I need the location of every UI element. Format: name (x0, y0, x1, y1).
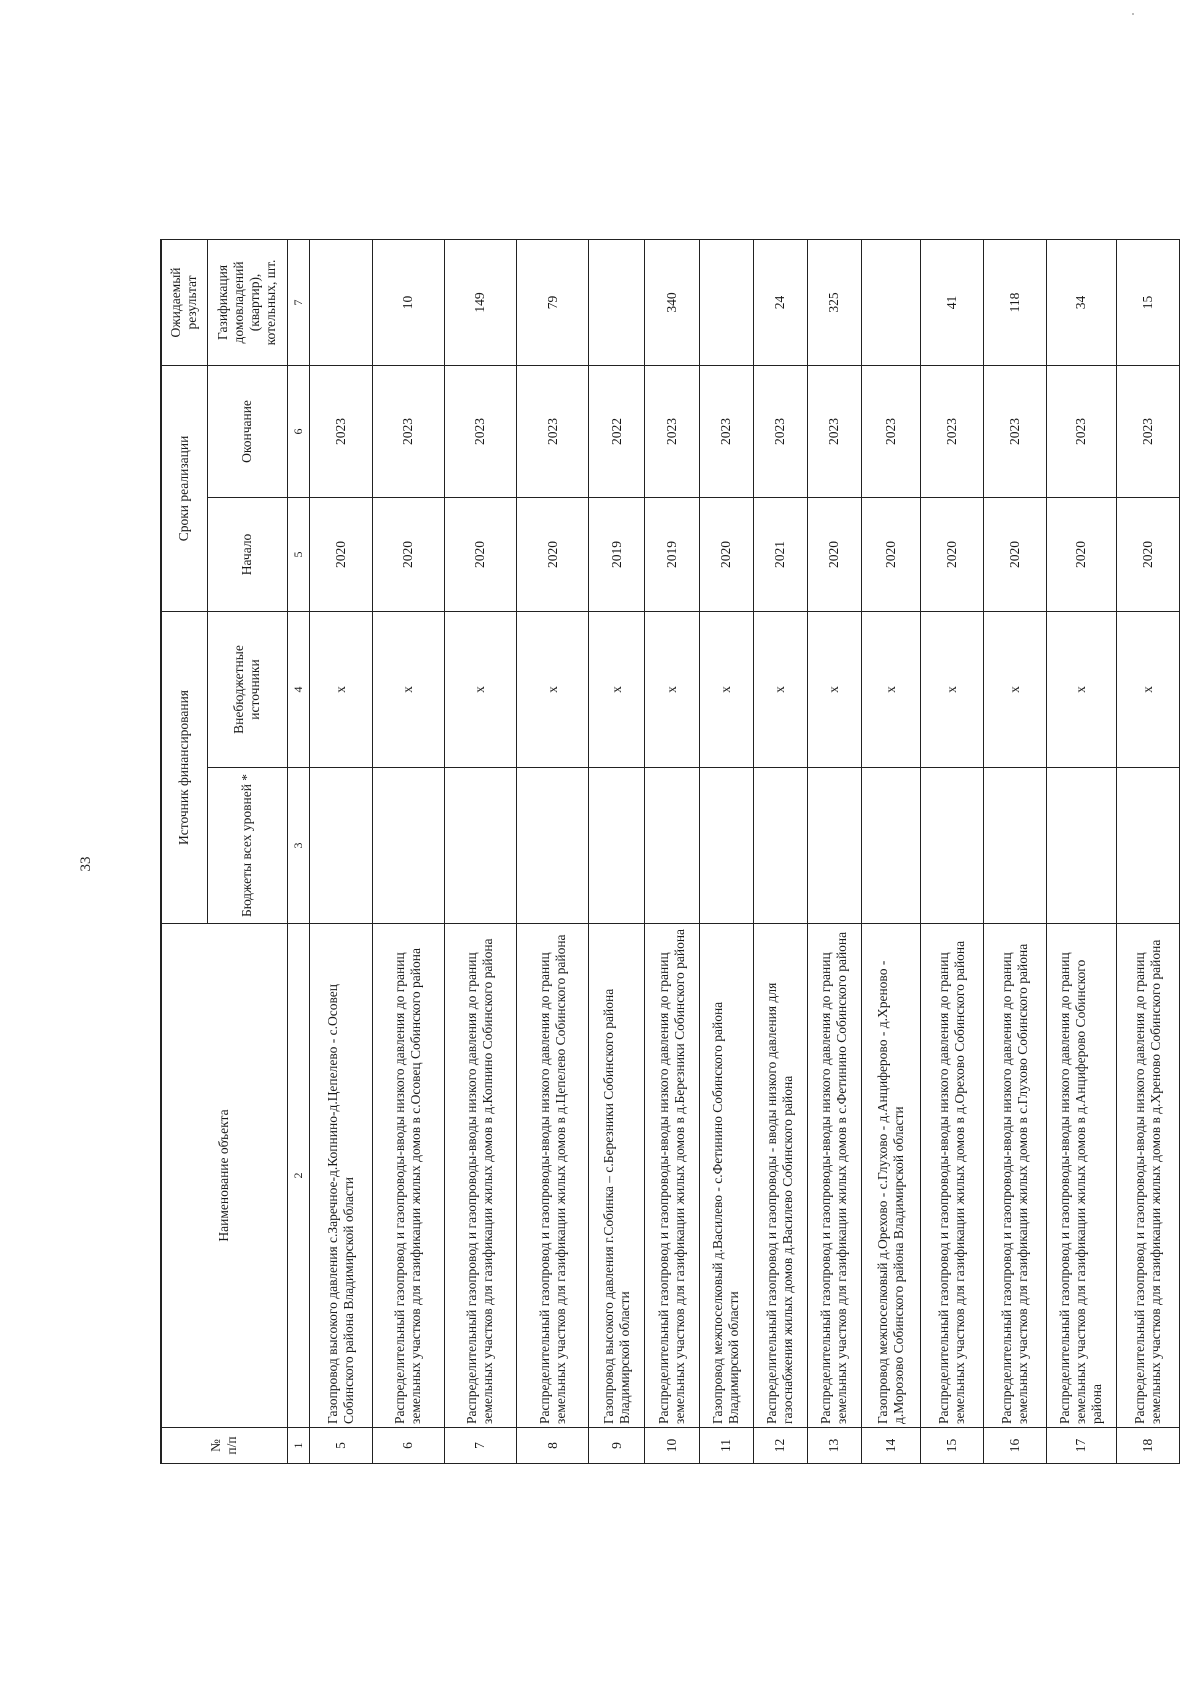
row-num: 10 (645, 1428, 699, 1464)
table-row (645, 239, 699, 1463)
budgets-cell (699, 768, 753, 924)
object-name: Распределительный газопровод и газопроводы-вводы низкого давления до границ земельных участков для газификации жилых домов в с.Фетинино Собинского района (807, 924, 861, 1428)
object-name: Распределительный газопровод и газопроводы-вводы низкого давления до границ земельных участков для газификации жилых домов в д.Анциферово Собинского района (1046, 924, 1116, 1428)
table-row (753, 239, 807, 1463)
row-num: 13 (807, 1428, 861, 1464)
row-num: 16 (983, 1428, 1046, 1464)
header-num: № п/п (161, 1428, 287, 1464)
result-count (589, 239, 645, 365)
row-num: 15 (920, 1428, 983, 1464)
extrabudget-cell: х (645, 611, 699, 767)
column-index: 7 (287, 239, 309, 365)
column-index: 4 (287, 611, 309, 767)
row-num: 9 (589, 1428, 645, 1464)
header-budgets: Бюджеты всех уровней * (207, 768, 287, 924)
budgets-cell (645, 768, 699, 924)
column-index: 3 (287, 768, 309, 924)
end-year: 2023 (1116, 365, 1179, 497)
end-year: 2023 (699, 365, 753, 497)
extrabudget-cell: х (1116, 611, 1179, 767)
budgets-cell (753, 768, 807, 924)
budgets-cell (1046, 768, 1116, 924)
object-name: Распределительный газопровод и газопроводы-вводы низкого давления до границ земельных участков для газификации жилых домов в с.Глухово Собинского района (983, 924, 1046, 1428)
extrabudget-cell: х (753, 611, 807, 767)
table-row (699, 239, 753, 1463)
header-result-group: Ожидаемый результат (161, 239, 207, 365)
start-year: 2020 (920, 497, 983, 611)
column-index: 1 (287, 1428, 309, 1464)
result-count (699, 239, 753, 365)
object-name: Распределительный газопровод и газопроводы-вводы низкого давления до границ земельных участков для газификации жилых домов в д.Орехово Собинского района (920, 924, 983, 1428)
column-index-row (287, 239, 309, 1463)
start-year: 2020 (861, 497, 920, 611)
row-num: 11 (699, 1428, 753, 1464)
budgets-cell (589, 768, 645, 924)
column-index: 5 (287, 497, 309, 611)
header-start: Начало (207, 497, 287, 611)
object-name: Газопровод межпоселковый д.Орехово - с.Глухово - д.Анциферово - д.Хреново - д.Морозово Собинского района Владимирской области (861, 924, 920, 1428)
page-number: 33 (78, 856, 94, 872)
row-num: 5 (309, 1428, 372, 1464)
header-financing: Источник финансирования (161, 611, 207, 923)
extrabudget-cell: х (309, 611, 372, 767)
table-row (861, 239, 920, 1463)
result-count (309, 239, 372, 365)
row-num: 12 (753, 1428, 807, 1464)
table-row (589, 239, 645, 1463)
budgets-cell (1116, 768, 1179, 924)
end-year: 2023 (753, 365, 807, 497)
result-count: 118 (983, 239, 1046, 365)
table-row (309, 239, 372, 1463)
start-year: 2020 (983, 497, 1046, 611)
result-count (861, 239, 920, 365)
extrabudget-cell: х (372, 611, 444, 767)
end-year: 2023 (1046, 365, 1116, 497)
row-num: 18 (1116, 1428, 1179, 1464)
result-count: 340 (645, 239, 699, 365)
result-count: 15 (1116, 239, 1179, 365)
extrabudget-cell: х (807, 611, 861, 767)
object-name: Распределительный газопровод и газопроводы - вводы низкого давления для газоснабжения жилых домов д.Василево Собинского района (753, 924, 807, 1428)
start-year: 2020 (1046, 497, 1116, 611)
start-year: 2020 (807, 497, 861, 611)
extrabudget-cell: х (983, 611, 1046, 767)
end-year: 2023 (309, 365, 372, 497)
budgets-cell (983, 768, 1046, 924)
start-year: 2021 (753, 497, 807, 611)
budgets-cell (309, 768, 372, 924)
extrabudget-cell: х (1046, 611, 1116, 767)
object-name: Распределительный газопровод и газопроводы-вводы низкого давления до границ земельных участков для газификации жилых домов в д.Березники Собинского района (645, 924, 699, 1428)
budgets-cell (861, 768, 920, 924)
end-year: 2022 (589, 365, 645, 497)
extrabudget-cell: х (920, 611, 983, 767)
row-num: 7 (444, 1428, 516, 1464)
row-num: 14 (861, 1428, 920, 1464)
header-name: Наименование объекта (161, 924, 287, 1428)
end-year: 2023 (444, 365, 516, 497)
end-year: 2023 (372, 365, 444, 497)
start-year: 2019 (645, 497, 699, 611)
start-year: 2020 (372, 497, 444, 611)
extrabudget-cell: х (699, 611, 753, 767)
extrabudget-cell: х (861, 611, 920, 767)
start-year: 2020 (309, 497, 372, 611)
header-result: Газификация домовладений (квартир), котельных, шт. (207, 239, 287, 365)
budgets-cell (444, 768, 516, 924)
rotated-table-container (160, 240, 1180, 1464)
end-year: 2023 (807, 365, 861, 497)
column-index: 2 (287, 924, 309, 1428)
result-count: 34 (1046, 239, 1116, 365)
end-year: 2023 (645, 365, 699, 497)
extrabudget-cell: х (589, 611, 645, 767)
result-count: 79 (516, 239, 588, 365)
end-year: 2023 (983, 365, 1046, 497)
start-year: 2020 (1116, 497, 1179, 611)
object-name: Распределительный газопровод и газопроводы-вводы низкого давления до границ земельных участков для газификации жилых домов в с.Осовец Собинского района (372, 924, 444, 1428)
table-row (983, 239, 1046, 1463)
row-num: 8 (516, 1428, 588, 1464)
result-count: 41 (920, 239, 983, 365)
table-row (1116, 239, 1179, 1463)
table-row (444, 239, 516, 1463)
extrabudget-cell: х (444, 611, 516, 767)
header-terms: Сроки реализации (161, 365, 207, 611)
result-count: 325 (807, 239, 861, 365)
object-name: Газопровод высокого давления г.Собинка – с.Березники Собинского района Владимирской области (589, 924, 645, 1428)
result-count: 149 (444, 239, 516, 365)
extrabudget-cell: х (516, 611, 588, 767)
result-count: 24 (753, 239, 807, 365)
table-row (516, 239, 588, 1463)
table-row (920, 239, 983, 1463)
table-row (807, 239, 861, 1463)
end-year: 2023 (516, 365, 588, 497)
scan-speck (1132, 13, 1134, 15)
budgets-cell (516, 768, 588, 924)
object-name: Распределительный газопровод и газопроводы-вводы низкого давления до границ земельных участков для газификации жилых домов в д.Копнино Собинского района (444, 924, 516, 1428)
budgets-cell (372, 768, 444, 924)
objects-table (160, 239, 1180, 1464)
start-year: 2020 (444, 497, 516, 611)
header-end: Окончание (207, 365, 287, 497)
table-row (1046, 239, 1116, 1463)
end-year: 2023 (920, 365, 983, 497)
budgets-cell (920, 768, 983, 924)
start-year: 2020 (699, 497, 753, 611)
header-row-groups (161, 239, 207, 1463)
object-name: Газопровод межпоселковый д.Василево - с.Фетинино Собинского района Владимирской области (699, 924, 753, 1428)
table-row (372, 239, 444, 1463)
result-count: 10 (372, 239, 444, 365)
end-year: 2023 (861, 365, 920, 497)
start-year: 2019 (589, 497, 645, 611)
column-index: 6 (287, 365, 309, 497)
object-name: Газопровод высокого давления с.Заречное-д.Копнино-д.Цепелево - с.Осовец Собинского района Владимирской области (309, 924, 372, 1428)
row-num: 6 (372, 1428, 444, 1464)
row-num: 17 (1046, 1428, 1116, 1464)
object-name: Распределительный газопровод и газопроводы-вводы низкого давления до границ земельных участков для газификации жилых домов в д.Хреново Собинского района (1116, 924, 1179, 1428)
object-name: Распределительный газопровод и газопроводы-вводы низкого давления до границ земельных участков для газификации жилых домов в д.Цепелево Собинского района (516, 924, 588, 1428)
budgets-cell (807, 768, 861, 924)
start-year: 2020 (516, 497, 588, 611)
header-extrabudget: Внебюджетные источники (207, 611, 287, 767)
